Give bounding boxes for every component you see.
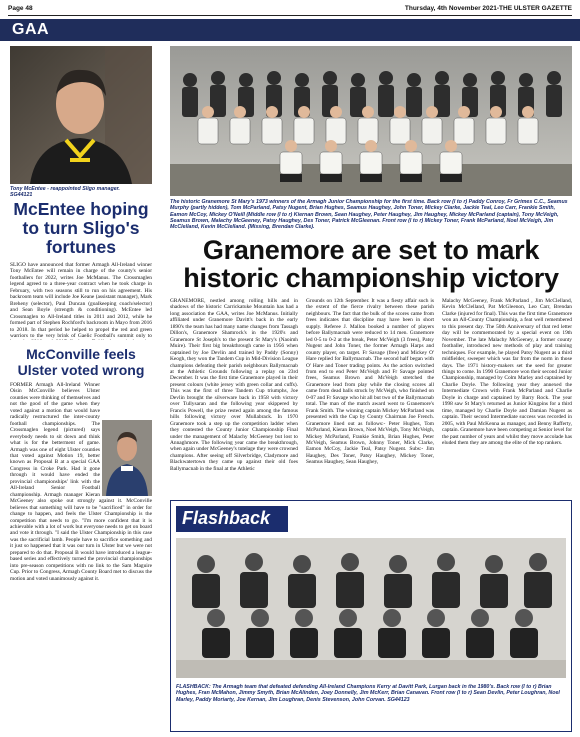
main-headline: Granemore are set to mark historic championship victory (183, 235, 559, 293)
flashback-label (176, 506, 288, 532)
date-masthead: Thursday, 4th November 2021-THE ULSTER GAZETTE (404, 5, 572, 12)
team-photo (170, 46, 572, 196)
mcconville-article-text: FORMER Armagh All-Ireland Winner Oisin McConville believes Ulster counties were thinking of themselves and not the good of the game when they voted against a motion that would have radically restructured the inter-county football championships. The Crossmaglen legend (pictured) says everybody needs to sit down and think what is for the betterment of game. Armagh was one of eight Ulster counties that voted against Motion 19, better known as Proposal B at a special GAA Congress in Croke Park. Had it gone through it would have ended the provincial championships' link with the All-Ireland Senior Football championship. Armagh manager Kieran McGeeney also spoke out strongly against it. McConville believes that something will have to be "sacrificed" in order for change to happen, and feels the Ulster Championship is the competition that needs to go. "I'm more confident that it is achievable with a lot of work but everyone needs to get on board and vote it through. "I said the Ulster Championship in this case was the sacrificial lamb. People have to sacrifice something and it just so happened that it was our turn in Ulster but we were not prepared to do that. Proposal B would have introduced a league-based series and effectively turned the provincial championships into pre-season competitions with no link to the Sam Maguire Cup. Prior to Congress, Armagh County Board met to discuss the motion and voted unanimously against it. (10, 382, 152, 582)
main-article-col-1-text: GRANEMORE, nestled among rolling hills and in shadows of the historic Carrickatuke Mountain has had a long association the GAA, writes Joe McManus. Initially affiliated under Granemore Davitt's back in the early 1890's the team has had many name changes from Tassagh Dillon's, Granemore Shamrock's in the 1920's and Granemore St Joseph's to the present St Mary's (Naoimh Muire). Their first big breakthrough came in 1956 when captained by Joe Devlin and trained by Paddy (Sonny) Keogh, they won the Tandem Cup in Mid-Division League champions defeating their parish neighbours Ballymacnab at the Athletic Grounds following a replay on 23rd December. It was the first time Granemore played in their present colours (white jersey with green collar and cuffs). This was the first of three Tandem Cup triumphs, Joe Devlin brought the silverware back in 1958 with victory over Tullysaran and the following year skippered by Francis Powell, the prize rested again among the famous hills following victory over Mullabrack. In 1970 Granemore took a step up the competition ladder when they contested the County Junior Championship Final under the management of Malachy McGeeney but lost to Annaghmore. The following year came the breakthrough, when again under McGeeney's tutelage they were crowned champions. After seeing off Silverbridge, Cladymore and Blackwatertown they came up against their old foes Ballymacnab in the final at the Athletic (170, 298, 298, 472)
main-article-col-3 (442, 298, 572, 496)
section-title: GAA (12, 21, 50, 38)
main-article-col-1 (170, 298, 298, 496)
team-photo-image (170, 46, 572, 196)
flashback-caption: FLASHBACK: The Armagh team that defeated defending All-Ireland Champions Kerry at Davitt Park, Lurgan back in the 1980's. Back row (l to r) Brian Hughes, Fran McMahon, Jimmy Smyth, Brian McAlinden, Joey Donnelly, Jim McKerr, Brian Canavan. Front row (l to r) Sean Devlin, Peter Loughran, Noel Marley, Paddy Moriarty, Joe Kernan, Jim Loughran, Denis Stevenson, John Corvan. SG44123 (176, 684, 560, 703)
team-photo-caption: The historic Granemore St Mary's 1973 winners of the Armagh Junior Championship for the first time. Back row (l to r) Paddy Conroy, Fr Grimes C.C., Seamus Murphy (partly hidden), Tom McParland, Patsy Nugent, Brian Hughes, Seamus Haughey, John Toner, Mickey Clarke, Jackie Teal, Leo Carr, Frankie Smith, Eamon McCoy, Mickey O'Neill (Middle row (l to r) Kiernan Brown, Sean Haughey, Peter Haughey, Jim Haughey, Mickey McParland (captain), Tony McVeigh, Seamus Brown, Malachy McGeeney, Patsy Haughey, Des Toner, Patrick McGleenan. Front row (l to r) Mickey Toner, Frank McParland, Noel McVeigh, Jim McClelland, Kevin McClelland. (Missing, Brendan Clarke). (170, 199, 568, 231)
flashback-team-image (176, 538, 566, 678)
mcentee-headline: McEntee hoping to turn Sligo's fortunes (13, 199, 149, 257)
mcentee-photo (10, 46, 152, 184)
mcconville-article-body (10, 382, 152, 732)
flashback-label-text: Flashback (182, 508, 271, 528)
mcconville-headline: McConville feels Ulster voted wrong (17, 346, 145, 378)
header-rule (8, 15, 572, 16)
section-banner (0, 19, 580, 41)
main-article-col-2-text: Grounds on 12th September. It was a fiesty affair such is the extent of the fierce rivalry between these parish neighbours. The fact that the bulk of the scores came from frees indicates that discipline may have been in short supply. Referee J. Mallon booked a number of players before Ballymacnab were reduced to 14 men. Granemore led 0-5 to 0-2 at the break, Peter McVeigh (3 frees), Patsy Nugent and John Toner, the former Armagh Harps and county player, on target. Fr Savage (free) and Mickey O' Hare replied for Ballymacnab. The second half began with O' Hare and Toner trading points. As the action switched from end to end Peter McVeigh and Fr Savage pointed frees, Seamus Brown and McVeigh stretched the Granemore lead from play while the closing scores all came from dead balls struck by McVeigh, who finished on 0-07 and Fr Savage who hit all but two of the Ballymacnab total. The man of the match award went to Granemore's Frank Smith. The winning captain Mickey McParland was presented with the Cup by County Chairman Joe French. Granemore lined out as follows:- Peter Hughes, Tom McParland, Kieran Brown, Noel McVeigh, Tony McVeigh, Mickey McParland, Frankie Smith, Brian Hughes, Peter McVeigh, Seamus Brown, Johnny Toner, Mick Clarke, Eamon McCoy, Jackie Teal, Patsy Nugent. Subs:- Jim Haughey, Des Toner, Patsy Haughey, Mickey Toner, Seamus Haughey, Sean Haughey, (306, 298, 434, 466)
mcentee-photo-caption: Tony McEntee - reappointed Sligo manager. SG44121 (10, 186, 120, 199)
mcentee-article-body (10, 262, 152, 340)
main-article-col-3-text: Malachy McGeeney, Frank McParland , Jim McClelland, Kevin McClelland, Pat McGleenon, Leo Carr, Brendan Clarke (injured for final). This was the first time Granemore won an All-County Championship, a feat well remembered to this present day. The 50th Anniversary of that red letter day will be commemorated by a special event on 19th November. The late Malachy McGeeney, a former county footballer, introduced new methods of play and training techniques. For example, he played Patsy Nugent as a third midfielder, sweeper which was far from the norm in those days. The 1971 history-makers set the seed for greater things to come. In 1990 Granemore won their second Junior Championship, managed by Colm Marley and captained by Charlie Doyle. The following year they annexed the Intermediate Crown with Frank McParland and Charlie Doyle in charge and captained by Barry Rock. The year 1998 saw St Mary's returned as Junior Kingpins for a third time, managed by Charlie Doyle and Damian Nugent as captain. Their second Intermediate success was recorded in 2005, with Paul McKenna as manager, and Benny Rafferty, captain. Granemore have been competing at Senior level for the past number of years and whilst they move accolade has eluded them they are among the elite of the top rankers. (442, 298, 572, 446)
page-number: Page 48 (8, 5, 33, 12)
mcentee-article-text: SLIGO have announced that former Armagh All-Ireland winner Tony McEntee will remain in charge of the county's senior footballers for 2022, writes Joe McManus. The Crossmaglen legend agreed to a three-year contract when he took charge in February, with two seasons still to run on his agreement. His backroom team will include Joe Keane (assistant manager), Mark Breheny (selector), Paul Duncan (goalkeeping coach/selector) and Sean Boyle (strength & conditioning). McEntee led Crossmaglen to All-Ireland titles in 2011 and 2012, while he formed part of Stephen Rochford's backroom in Mayo from 2016 to 2018. In that period he helped to propel the red and green warriors to the very brink of Gaelic Football's summit only to (10, 262, 152, 339)
portrait-image (10, 46, 152, 184)
flashback-photo (176, 538, 566, 678)
page-header (8, 2, 572, 16)
main-article-col-2 (306, 298, 434, 496)
